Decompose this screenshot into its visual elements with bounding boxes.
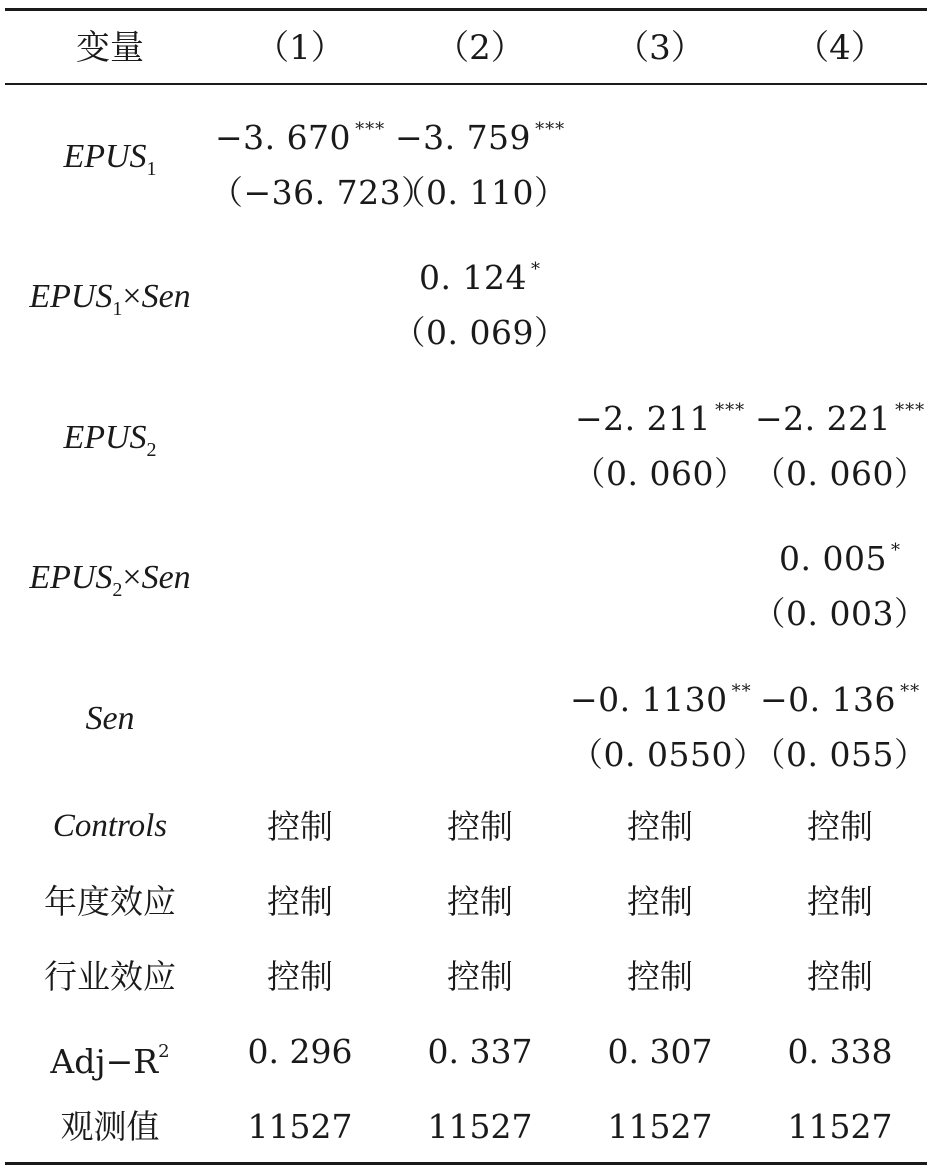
observation-count: 11527 — [787, 1107, 893, 1146]
bottom-rule — [5, 1162, 927, 1165]
significance-stars: ** — [731, 681, 752, 702]
coefficient: −0. 1130 — [570, 680, 728, 719]
estimate-cell — [210, 102, 435, 220]
control-flag: 控制 — [267, 957, 333, 996]
row-label: Controls — [52, 808, 168, 844]
row-label: $EPUS_2\times Sen$ — [29, 559, 191, 601]
coefficient: 0. 124 — [419, 258, 527, 297]
header-col-1: （1） — [255, 28, 345, 68]
standard-error: （0. 110） — [392, 173, 568, 212]
standard-error: （0. 003） — [752, 594, 928, 633]
r2-value: 0. 296 — [247, 1032, 353, 1071]
estimate-cell — [750, 383, 930, 501]
significance-stars: *** — [355, 119, 386, 140]
coefficient: −2. 211 — [574, 399, 712, 438]
control-flag: 控制 — [447, 882, 513, 921]
observation-count: 11527 — [607, 1107, 713, 1146]
observation-count: 11527 — [247, 1107, 353, 1146]
coefficient: 0. 005 — [779, 539, 887, 578]
standard-error: （0. 069） — [392, 313, 568, 352]
control-flag: 控制 — [447, 957, 513, 996]
standard-error: （0. 0550） — [570, 735, 767, 774]
control-flag: 控制 — [267, 807, 333, 846]
standard-error: （−36. 723） — [210, 173, 435, 212]
control-flag: 控制 — [807, 882, 873, 921]
estimate-cell — [390, 242, 570, 360]
estimate-cell — [570, 383, 750, 501]
control-flag: 控制 — [447, 807, 513, 846]
coefficient: −0. 136 — [759, 680, 897, 719]
control-flag: 控制 — [807, 957, 873, 996]
row-label: $EPUS_2$ — [63, 419, 157, 461]
row-label: $EPUS_1$ — [63, 138, 157, 180]
coefficient: −3. 670 — [214, 118, 352, 157]
r2-value: 0. 307 — [607, 1032, 713, 1071]
standard-error: （0. 060） — [752, 454, 928, 493]
significance-stars: *** — [535, 119, 566, 140]
row-label: $Adj-R^2$ — [50, 1041, 170, 1081]
header-variable: 变量 — [76, 28, 144, 68]
estimate-cell — [570, 664, 767, 782]
r2-value: 0. 338 — [787, 1032, 893, 1071]
estimate-cell — [750, 664, 930, 782]
row-label: 观测值 — [60, 1107, 160, 1146]
significance-stars: ** — [900, 681, 921, 702]
row-label: $EPUS_1\times Sen$ — [29, 278, 191, 320]
row-label: 年度效应 — [44, 882, 176, 921]
standard-error: （0. 060） — [572, 454, 748, 493]
coefficient: −2. 221 — [754, 399, 892, 438]
control-flag: 控制 — [807, 807, 873, 846]
control-flag: 控制 — [627, 957, 693, 996]
significance-stars: * — [890, 540, 901, 561]
header-rule — [5, 83, 927, 85]
standard-error: （0. 055） — [752, 735, 928, 774]
row-label: Sen — [85, 700, 135, 737]
control-flag: 控制 — [627, 807, 693, 846]
significance-stars: *** — [895, 400, 926, 421]
control-flag: 控制 — [627, 882, 693, 921]
control-flag: 控制 — [267, 882, 333, 921]
coefficient: −3. 759 — [394, 118, 532, 157]
observation-count: 11527 — [427, 1107, 533, 1146]
r2-value: 0. 337 — [427, 1032, 533, 1071]
significance-stars: * — [530, 259, 541, 280]
header-col-2: （2） — [435, 28, 525, 68]
header-col-4: （4） — [795, 28, 885, 68]
significance-stars: *** — [715, 400, 746, 421]
header-col-3: （3） — [615, 28, 705, 68]
estimate-cell — [750, 523, 930, 641]
estimate-cell — [390, 102, 570, 220]
row-label: 行业效应 — [44, 957, 176, 996]
